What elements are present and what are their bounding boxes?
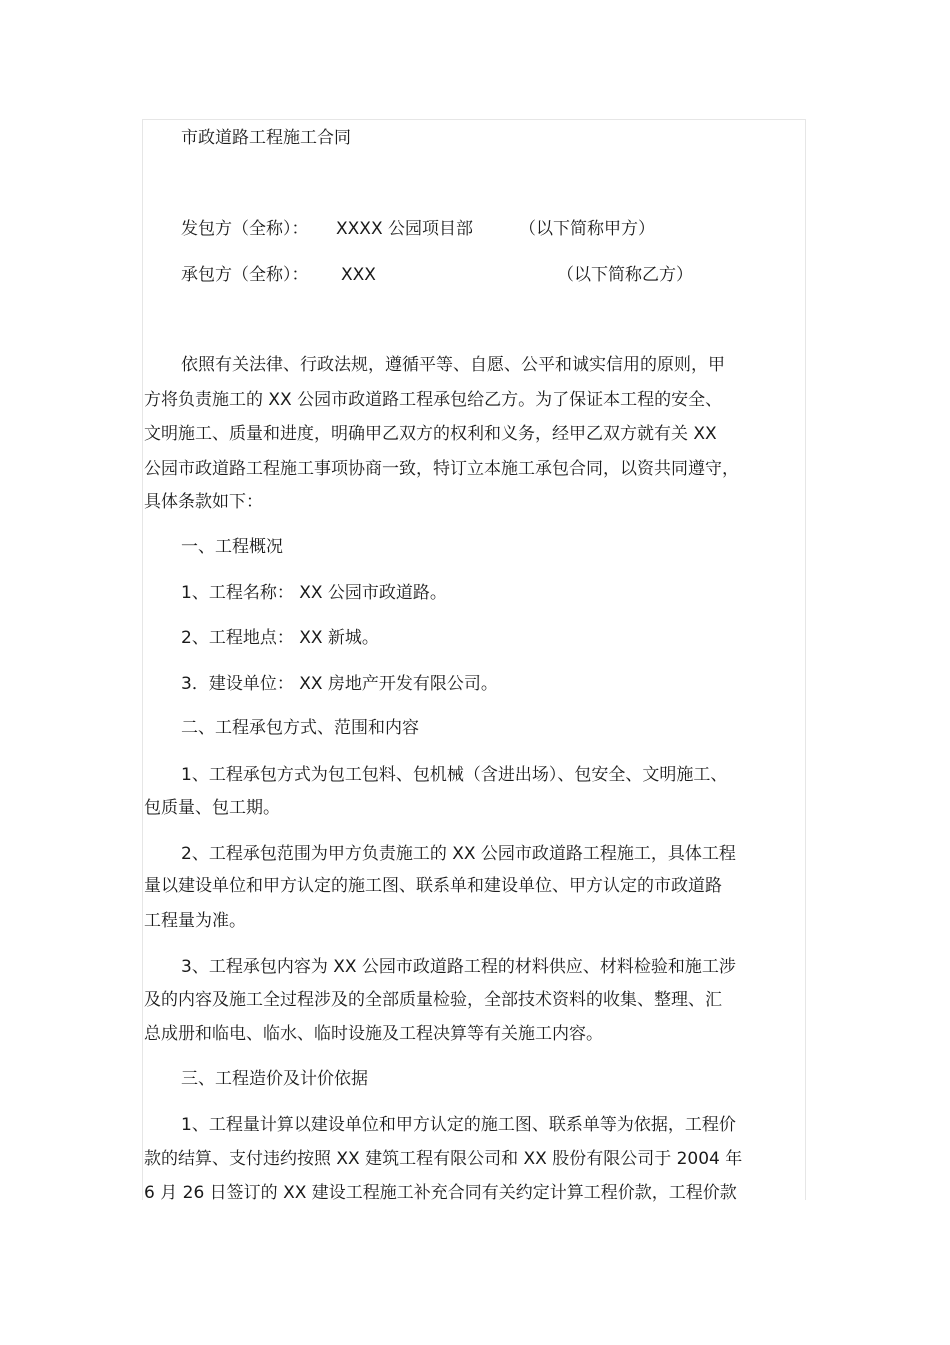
section-heading: 一、工程概况	[181, 537, 283, 557]
clause-line: 总成册和临电、临水、临时设施及工程决算等有关施工内容。	[144, 1024, 603, 1044]
clause-line: 量以建设单位和甲方认定的施工图、联系单和建设单位、甲方认定的市政道路	[144, 876, 722, 896]
party-b-abbr: （以下简称乙方）	[557, 265, 693, 285]
intro-line: 依照有关法律、行政法规，遵循平等、自愿、公平和诚实信用的原则，甲	[181, 355, 725, 375]
section-heading: 三、工程造价及计价依据	[181, 1069, 368, 1089]
clause-line: 及的内容及施工全过程涉及的全部质量检验，全部技术资料的收集、整理、汇	[144, 990, 722, 1010]
intro-line: 具体条款如下：	[144, 492, 263, 512]
document-title: 市政道路工程施工合同	[181, 128, 351, 148]
section-heading: 二、工程承包方式、范围和内容	[181, 718, 419, 738]
party-b-label: 承包方（全称）：	[181, 265, 309, 285]
party-a-label: 发包方（全称）：	[181, 219, 309, 239]
party-a-abbr: （以下简称甲方）	[519, 219, 655, 239]
clause-line: 1、工程量计算以建设单位和甲方认定的施工图、联系单等为依据，工程价	[181, 1115, 736, 1135]
clause-line: 1、工程承包方式为包工包料、包机械（含进出场）、包安全、文明施工、	[181, 765, 728, 785]
clause-line: 工程量为准。	[144, 911, 246, 931]
intro-line: 方将负责施工的 XX 公园市政道路工程承包给乙方。为了保证本工程的安全、	[144, 390, 723, 410]
intro-line: 文明施工、质量和进度，明确甲乙双方的权利和义务，经甲乙双方就有关 XX	[144, 424, 717, 444]
intro-line: 公园市政道路工程施工事项协商一致，特订立本施工承包合同，以资共同遵守，	[144, 459, 739, 479]
party-b-name: XXX	[341, 265, 376, 285]
overview-item: 1、工程名称： XX 公园市政道路。	[181, 583, 447, 603]
overview-item: 3．建设单位： XX 房地产开发有限公司。	[181, 674, 498, 694]
clause-line: 6 月 26 日签订的 XX 建设工程施工补充合同有关约定计算工程价款，工程价款	[144, 1183, 737, 1203]
overview-item: 2、工程地点： XX 新城。	[181, 628, 379, 648]
clause-line: 2、工程承包范围为甲方负责施工的 XX 公园市政道路工程施工，具体工程	[181, 844, 736, 864]
clause-line: 包质量、包工期。	[144, 798, 280, 818]
clause-line: 3、工程承包内容为 XX 公园市政道路工程的材料供应、材料检验和施工涉	[181, 957, 736, 977]
party-a-name: XXXX 公园项目部	[336, 219, 473, 239]
clause-line: 款的结算、支付违约按照 XX 建筑工程有限公司和 XX 股份有限公司于 2004 年	[144, 1149, 743, 1169]
